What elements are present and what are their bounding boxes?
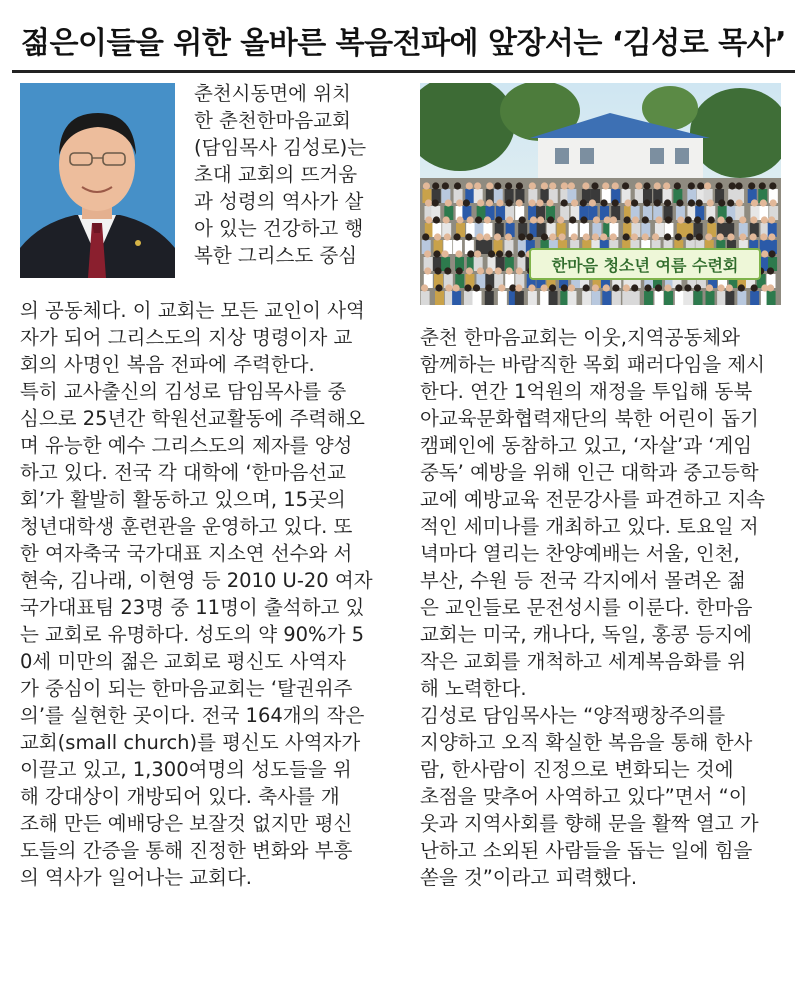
text-line: 적인 세미나를 개최하고 있다. 토요일 저 [420, 515, 759, 538]
text-line: 교회(small church)를 평신도 사역자가 [20, 731, 361, 754]
text-line: 캠페인에 동참하고 있고, ‘자살’과 ‘게임 [420, 434, 753, 457]
text-line: 김성로 담임목사는 “양적팽창주의를 [420, 704, 726, 727]
youth-retreat-photo [420, 83, 781, 305]
text-line: 해 노력한다. [420, 677, 527, 700]
text-line: 도들의 간증을 통해 진정한 변화와 부흥 [20, 839, 353, 862]
text-line: 며 유능한 예수 그리스도의 제자를 양성 [20, 434, 353, 457]
text-line: 현숙, 김나래, 이현영 등 2010 U-20 여자 [20, 569, 373, 592]
text-line: 해 강대상이 개방되어 있다. 축사를 개 [20, 785, 340, 808]
text-line: 교에 예방교육 전문강사를 파견하고 지속 [420, 488, 766, 511]
text-line: 춘천시동면에 위치 [194, 82, 351, 105]
text-line: 는 교회로 유명하다. 성도의 약 90%가 5 [20, 623, 365, 646]
text-line: 람, 한사람이 진정으로 변화되는 것에 [420, 758, 734, 781]
text-line: 녁마다 열리는 찬양예배는 서울, 인천, [420, 542, 740, 565]
text-line: 한 여자축국 국가대표 지소연 선수와 서 [20, 542, 353, 565]
photo-banner-text: 한마음 청소년 여름 수련회 [551, 256, 739, 275]
article-left-column [20, 297, 400, 891]
article-intro-column [194, 80, 399, 269]
text-line: 이끌고 있고, 1,300여명의 성도들을 위 [20, 758, 352, 781]
article-right-column [420, 324, 790, 891]
text-line: 춘천 한마음교회는 이웃,지역공동체와 [420, 326, 740, 349]
text-line: 웃과 지역사회를 향해 문을 활짝 열고 가 [420, 812, 759, 835]
text-line: 0세 미만의 젊은 교회로 평신도 사역자 [20, 650, 346, 673]
text-line: 작은 교회를 개척하고 세계복음화를 위 [420, 650, 747, 673]
headline: 젊은이들을 위한 올바른 복음전파에 앞장서는 ‘김성로 목사’ [21, 26, 786, 61]
text-line: 가 중심이 되는 한마음교회는 ‘탈권위주 [20, 677, 353, 700]
text-line: 한다. 연간 1억원의 재정을 투입해 동북 [420, 380, 753, 403]
text-line: 조해 만든 예배당은 보잘것 없지만 평신 [20, 812, 353, 835]
text-line: 초점을 맞추어 사역하고 있다”면서 “이 [420, 785, 748, 808]
text-line: 쏟을 것”이라고 피력했다. [420, 866, 638, 889]
text-line: 청년대학생 훈련관을 운영하고 있다. 또 [20, 515, 353, 538]
text-line: 심으로 25년간 학원선교활동에 주력해오 [20, 407, 365, 430]
text-line: 교회는 미국, 캐나다, 독일, 홍콩 등지에 [420, 623, 753, 646]
text-line: 난하고 소외된 사람들을 돕는 일에 힘을 [420, 839, 753, 862]
text-line: 부산, 수원 등 전국 각지에서 몰려온 젊 [420, 569, 746, 592]
headline-rule [12, 70, 795, 73]
text-line: 함께하는 바람직한 목회 패러다임을 제시 [420, 353, 766, 376]
text-line: 아 있는 건강하고 행 [194, 217, 364, 240]
text-line: 과 성령의 역사가 살 [194, 190, 364, 213]
text-line: 의’를 실현한 곳이다. 전국 164개의 작은 [20, 704, 365, 727]
text-line: 특히 교사출신의 김성로 담임목사를 중 [20, 380, 347, 403]
text-line: 한 춘천한마음교회 [194, 109, 351, 132]
text-line: 자가 되어 그리스도의 지상 명령이자 교 [20, 326, 353, 349]
text-line: (담임목사 김성로)는 [194, 136, 367, 159]
text-line: 국가대표팀 23명 중 11명이 출석하고 있 [20, 596, 365, 619]
text-line: 중독’ 예방을 위해 인근 대학과 중고등학 [420, 461, 759, 484]
text-line: 아교육문화협력재단의 북한 어린이 돕기 [420, 407, 759, 430]
text-line: 의 역사가 일어나는 교회다. [20, 866, 253, 889]
text-line: 회의 사명인 복음 전파에 주력한다. [20, 353, 315, 376]
text-line: 은 교인들로 문전성시를 이룬다. 한마음 [420, 596, 753, 619]
text-line: 의 공동체다. 이 교회는 모든 교인이 사역 [20, 299, 365, 322]
text-line: 회’가 활발히 활동하고 있으며, 15곳의 [20, 488, 346, 511]
text-line: 초대 교회의 뜨거움 [194, 163, 358, 186]
pastor-portrait [20, 83, 175, 278]
text-line: 복한 그리스도 중심 [194, 244, 358, 267]
text-line: 하고 있다. 전국 각 대학에 ‘한마음선교 [20, 461, 346, 484]
text-line: 지양하고 오직 확실한 복음을 통해 한사 [420, 731, 753, 754]
